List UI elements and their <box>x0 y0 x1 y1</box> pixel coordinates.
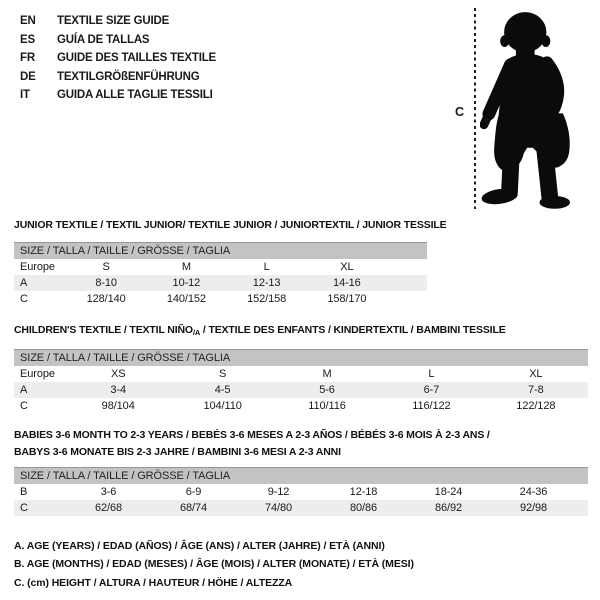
age-cell: 7-8 <box>528 384 544 396</box>
table-row-height <box>14 500 588 516</box>
table-row-europe <box>14 366 588 382</box>
age-cell: 12-13 <box>252 277 281 289</box>
row-label: Europe <box>20 261 55 273</box>
size-header-band: SIZE / TALLA / TAILLE / GRÖSSE / TAGLIA <box>14 242 427 259</box>
height-cell: 80/86 <box>349 502 378 514</box>
size-cell: M <box>322 368 332 380</box>
months-cell: 18-24 <box>434 486 463 498</box>
legend-line-a: A. AGE (YEARS) / EDAD (AÑOS) / ÂGE (ANS) / ALTER (JAHRE) / ETÀ (ANNI) <box>14 540 385 552</box>
age-cell: 6-7 <box>423 384 440 396</box>
language-code: EN <box>20 15 36 27</box>
language-title-block <box>20 12 216 105</box>
age-cell: 4-5 <box>214 384 231 396</box>
size-header-band: SIZE / TALLA / TAILLE / GRÖSSE / TAGLIA <box>14 349 588 366</box>
height-cell: 158/170 <box>327 293 367 305</box>
table-row-height <box>14 291 427 307</box>
row-label: C <box>20 502 28 514</box>
language-row-es <box>20 31 216 50</box>
baby-silhouette-icon <box>480 2 598 212</box>
row-label: C <box>20 400 28 412</box>
title-subscript: /A <box>192 328 201 337</box>
height-cell: 62/68 <box>94 502 123 514</box>
months-cell: 6-9 <box>185 486 202 498</box>
height-cell: 92/98 <box>519 502 548 514</box>
language-title: TEXTILGRÖßENFÜHRUNG <box>57 70 200 83</box>
title-line-2: BABYS 3-6 MONATE BIS 2-3 JAHRE / BAMBINI 3-6 MESI A 2-3 ANNI <box>14 446 341 458</box>
language-row-de <box>20 68 216 87</box>
height-cell: 104/110 <box>203 400 242 412</box>
row-label: A <box>20 384 28 396</box>
months-cell: 12-18 <box>349 486 378 498</box>
section-title: JUNIOR TEXTILE / TEXTIL JUNIOR/ TEXTILE JUNIOR / JUNIORTEXTIL / JUNIOR TESSILE <box>14 219 447 231</box>
months-cell: 24-36 <box>519 486 548 498</box>
height-dotted-line <box>474 8 476 209</box>
title-line-1: BABIES 3-6 MONTH TO 2-3 YEARS / BEBÉS 3-6 MESES A 2-3 AÑOS / BÉBÉS 3-6 MOIS À 2-3 ANS / <box>14 429 490 441</box>
height-cell: 110/116 <box>308 400 346 412</box>
section-title <box>14 427 588 461</box>
title-text: / TEXTILE DES ENFANTS / KINDERTEXTIL / BAMBINI TESSILE <box>200 324 506 336</box>
months-cell: 3-6 <box>100 486 117 498</box>
language-row-it <box>20 86 216 105</box>
row-label: Europe <box>20 368 55 380</box>
section-junior-textile <box>14 219 447 307</box>
size-cell: XL <box>340 261 354 273</box>
height-cell: 152/158 <box>247 293 287 305</box>
height-cell: 128/140 <box>86 293 126 305</box>
language-code: IT <box>20 89 30 102</box>
age-cell: 3-4 <box>110 384 126 396</box>
row-label: B <box>20 486 28 498</box>
size-cell: M <box>181 261 191 273</box>
language-code: ES <box>20 33 35 46</box>
size-cell: L <box>263 261 270 273</box>
row-label: C <box>20 293 28 305</box>
height-cell: 68/74 <box>179 502 208 514</box>
size-cell: L <box>428 368 435 380</box>
legend-block <box>14 537 414 592</box>
table-row-age <box>14 382 588 398</box>
age-cell: 10-12 <box>172 277 201 289</box>
height-cell: 86/92 <box>434 502 463 514</box>
height-cell: 140/152 <box>166 293 206 305</box>
age-cell: 5-6 <box>319 384 335 396</box>
size-cell: S <box>218 368 227 380</box>
row-label: A <box>20 277 28 289</box>
size-cell: XS <box>110 368 126 380</box>
height-measure-figure <box>450 2 600 214</box>
language-title: GUÍA DE TALLAS <box>57 33 150 46</box>
section-babies-textile <box>14 427 588 516</box>
title-text: CHILDREN'S TEXTILE / TEXTIL NIÑO <box>14 324 193 336</box>
language-title: GUIDA ALLE TAGLIE TESSILI <box>57 89 213 102</box>
legend-line-c: C. (cm) HEIGHT / ALTURA / HAUTEUR / HÖHE / ALTEZZA <box>14 576 293 589</box>
size-cell: XL <box>529 368 543 380</box>
age-cell: 8-10 <box>95 277 117 289</box>
age-cell: 14-16 <box>333 277 361 289</box>
table-row-height <box>14 398 588 414</box>
language-code: FR <box>20 52 35 65</box>
section-title <box>14 324 588 339</box>
language-row-fr <box>20 49 216 68</box>
section-children-textile <box>14 324 588 414</box>
size-header-band: SIZE / TALLA / TAILLE / GRÖSSE / TAGLIA <box>14 467 588 484</box>
table-row-months <box>14 484 588 500</box>
size-cell: S <box>102 261 110 273</box>
height-label-c: C <box>455 105 465 119</box>
height-cell: 74/80 <box>264 502 293 514</box>
language-row-en <box>20 12 216 31</box>
language-title: TEXTILE SIZE GUIDE <box>57 15 170 27</box>
height-cell: 116/122 <box>412 400 451 412</box>
months-cell: 9-12 <box>267 486 290 498</box>
height-cell: 122/128 <box>516 400 556 412</box>
table-row-europe <box>14 259 427 275</box>
legend-line-b: B. AGE (MONTHS) / EDAD (MESES) / ÂGE (MOIS) / ALTER (MONATE) / ETÀ (MESI) <box>14 558 414 571</box>
height-cell: 98/104 <box>101 400 135 412</box>
language-code: DE <box>20 70 36 83</box>
table-row-age <box>14 275 427 291</box>
language-title: GUIDE DES TAILLES TEXTILE <box>57 52 216 65</box>
